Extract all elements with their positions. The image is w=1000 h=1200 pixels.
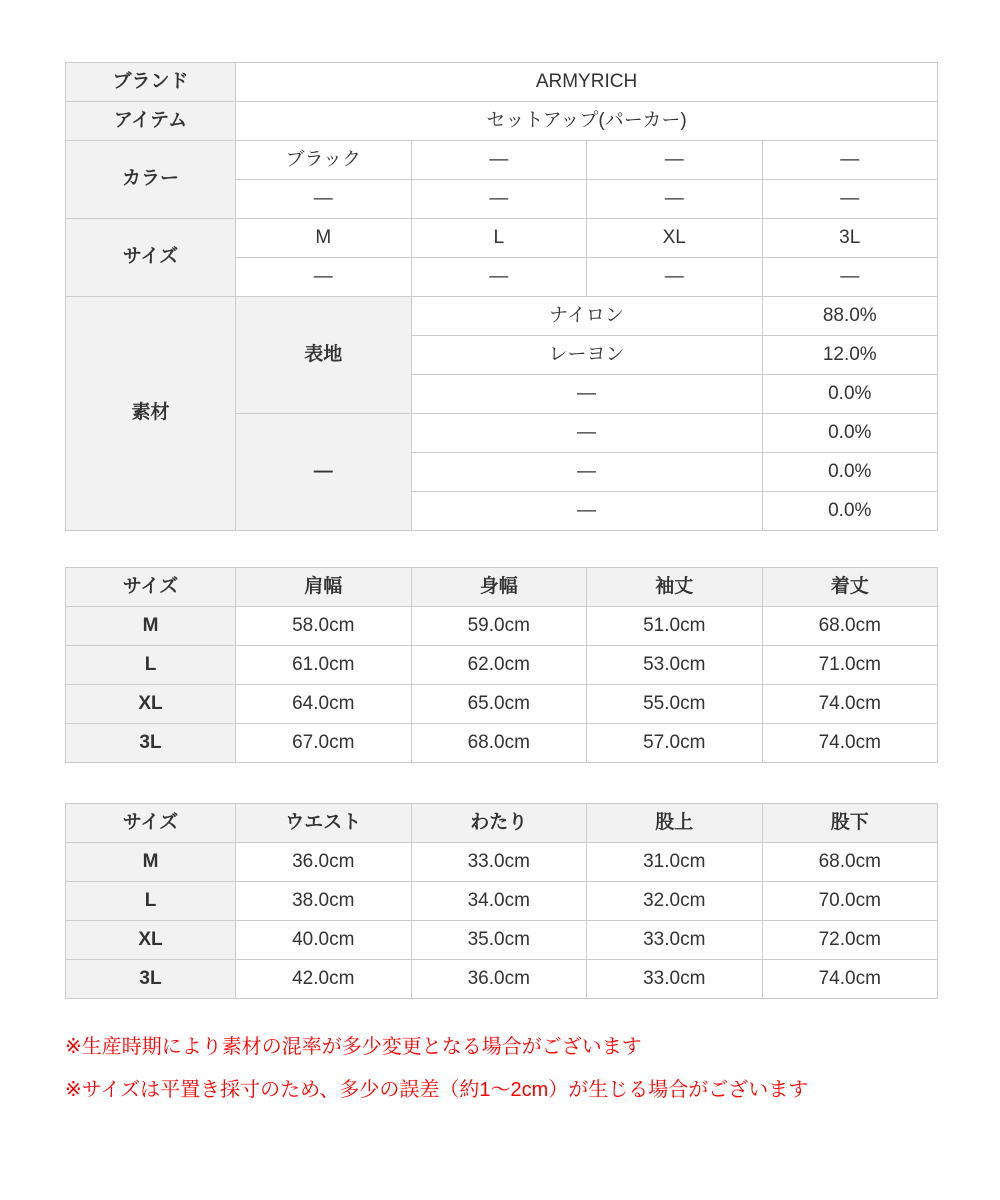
measurement-value: 61.0cm bbox=[236, 646, 412, 685]
table-row bbox=[66, 607, 938, 646]
material-name: — bbox=[411, 453, 762, 492]
column-header: わたり bbox=[411, 804, 587, 843]
table-row bbox=[66, 63, 938, 102]
table-row bbox=[66, 219, 938, 258]
size-row-header: M bbox=[66, 607, 236, 646]
table-row bbox=[66, 724, 938, 763]
size-row-label: サイズ bbox=[66, 219, 236, 297]
color-value: — bbox=[411, 180, 587, 219]
column-header: 股上 bbox=[587, 804, 763, 843]
measurement-value: 58.0cm bbox=[236, 607, 412, 646]
size-value: — bbox=[411, 258, 587, 297]
column-header: 袖丈 bbox=[587, 568, 763, 607]
table-row bbox=[66, 646, 938, 685]
size-row-header: L bbox=[66, 646, 236, 685]
material-percentage: 88.0% bbox=[762, 297, 938, 336]
column-header: ウエスト bbox=[236, 804, 412, 843]
table-header-row bbox=[66, 804, 938, 843]
measurement-value: 59.0cm bbox=[411, 607, 587, 646]
measurement-value: 55.0cm bbox=[587, 685, 763, 724]
material-disclaimer-note: ※生産時期により素材の混率が多少変更となる場合がございます bbox=[65, 1036, 642, 1058]
measurement-value: 33.0cm bbox=[587, 921, 763, 960]
material-percentage: 0.0% bbox=[762, 453, 938, 492]
column-header: サイズ bbox=[66, 804, 236, 843]
size-row-header: XL bbox=[66, 685, 236, 724]
material-name: — bbox=[411, 492, 762, 531]
color-value: ブラック bbox=[236, 141, 412, 180]
color-value: — bbox=[762, 180, 938, 219]
item-value: セットアップ(パーカー) bbox=[236, 102, 938, 141]
bottoms-size-table bbox=[65, 803, 938, 999]
color-value: — bbox=[587, 180, 763, 219]
measurement-value: 40.0cm bbox=[236, 921, 412, 960]
tops-size-table bbox=[65, 567, 938, 763]
table-row bbox=[66, 141, 938, 180]
table-row bbox=[66, 843, 938, 882]
measurement-value: 31.0cm bbox=[587, 843, 763, 882]
color-value: — bbox=[236, 180, 412, 219]
measurement-value: 74.0cm bbox=[762, 685, 938, 724]
size-value: — bbox=[762, 258, 938, 297]
measurement-value: 36.0cm bbox=[236, 843, 412, 882]
material-percentage: 0.0% bbox=[762, 414, 938, 453]
measurement-value: 72.0cm bbox=[762, 921, 938, 960]
material-group-label: 表地 bbox=[236, 297, 412, 414]
size-value: XL bbox=[587, 219, 763, 258]
table-row bbox=[66, 297, 938, 336]
material-percentage: 12.0% bbox=[762, 336, 938, 375]
table-header-row bbox=[66, 568, 938, 607]
table-row bbox=[66, 102, 938, 141]
size-row-header: L bbox=[66, 882, 236, 921]
item-row-label: アイテム bbox=[66, 102, 236, 141]
color-value: — bbox=[411, 141, 587, 180]
measurement-value: 65.0cm bbox=[411, 685, 587, 724]
measurement-value: 67.0cm bbox=[236, 724, 412, 763]
material-percentage: 0.0% bbox=[762, 375, 938, 414]
measurement-value: 74.0cm bbox=[762, 960, 938, 999]
size-value: L bbox=[411, 219, 587, 258]
material-percentage: 0.0% bbox=[762, 492, 938, 531]
table-row bbox=[66, 685, 938, 724]
size-disclaimer-note: ※サイズは平置き採寸のため、多少の誤差（約1～2cm）が生じる場合がございます bbox=[65, 1079, 809, 1101]
material-row-label: 素材 bbox=[66, 297, 236, 531]
brand-value: ARMYRICH bbox=[236, 63, 938, 102]
measurement-value: 64.0cm bbox=[236, 685, 412, 724]
column-header: 肩幅 bbox=[236, 568, 412, 607]
material-name: — bbox=[411, 414, 762, 453]
measurement-value: 71.0cm bbox=[762, 646, 938, 685]
size-row-header: 3L bbox=[66, 724, 236, 763]
column-header: 股下 bbox=[762, 804, 938, 843]
disclaimer-notes bbox=[65, 1035, 1000, 1103]
size-row-header: M bbox=[66, 843, 236, 882]
size-value: 3L bbox=[762, 219, 938, 258]
column-header: サイズ bbox=[66, 568, 236, 607]
measurement-value: 36.0cm bbox=[411, 960, 587, 999]
table-row bbox=[66, 921, 938, 960]
table-row bbox=[66, 882, 938, 921]
measurement-value: 42.0cm bbox=[236, 960, 412, 999]
measurement-value: 74.0cm bbox=[762, 724, 938, 763]
material-name: レーヨン bbox=[411, 336, 762, 375]
size-value: M bbox=[236, 219, 412, 258]
product-info-table bbox=[65, 62, 938, 531]
material-name: — bbox=[411, 375, 762, 414]
size-value: — bbox=[587, 258, 763, 297]
column-header: 身幅 bbox=[411, 568, 587, 607]
material-name: ナイロン bbox=[411, 297, 762, 336]
color-row-label: カラー bbox=[66, 141, 236, 219]
size-row-header: XL bbox=[66, 921, 236, 960]
measurement-value: 62.0cm bbox=[411, 646, 587, 685]
color-value: — bbox=[587, 141, 763, 180]
measurement-value: 35.0cm bbox=[411, 921, 587, 960]
measurement-value: 33.0cm bbox=[587, 960, 763, 999]
measurement-value: 53.0cm bbox=[587, 646, 763, 685]
measurement-value: 32.0cm bbox=[587, 882, 763, 921]
color-value: — bbox=[762, 141, 938, 180]
table-row bbox=[66, 960, 938, 999]
measurement-value: 70.0cm bbox=[762, 882, 938, 921]
brand-row-label: ブランド bbox=[66, 63, 236, 102]
column-header: 着丈 bbox=[762, 568, 938, 607]
measurement-value: 68.0cm bbox=[762, 843, 938, 882]
measurement-value: 68.0cm bbox=[762, 607, 938, 646]
measurement-value: 51.0cm bbox=[587, 607, 763, 646]
measurement-value: 34.0cm bbox=[411, 882, 587, 921]
measurement-value: 38.0cm bbox=[236, 882, 412, 921]
size-value: — bbox=[236, 258, 412, 297]
measurement-value: 57.0cm bbox=[587, 724, 763, 763]
material-group-label: — bbox=[236, 414, 412, 531]
measurement-value: 68.0cm bbox=[411, 724, 587, 763]
size-row-header: 3L bbox=[66, 960, 236, 999]
measurement-value: 33.0cm bbox=[411, 843, 587, 882]
